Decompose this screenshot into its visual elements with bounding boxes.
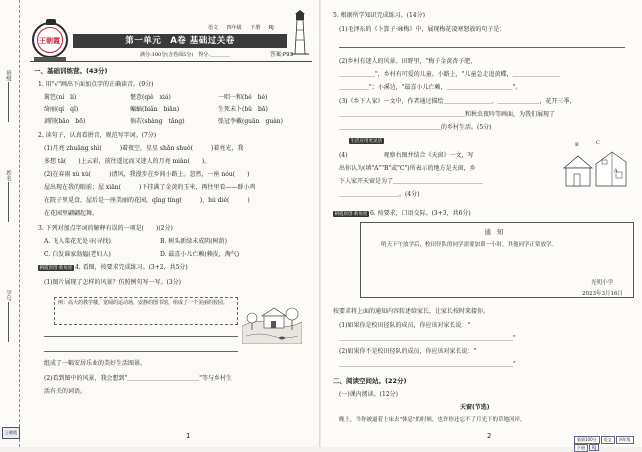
page-number: 1 <box>186 432 191 440</box>
footer-badges <box>573 436 642 452</box>
notice-body: 明天下午放学后，校田径队的同学需要加训一小时，其他同学正常放学。 <box>381 242 558 248</box>
q5-line <box>339 137 385 144</box>
house-label: C <box>596 140 600 146</box>
binding-strip <box>0 0 26 447</box>
notice-title: 通知 <box>484 228 510 236</box>
q6-line: 按要求将上面的通知内容转述给家长，让家长按时来接你。 <box>333 308 490 315</box>
binding-label-name: 姓名 <box>5 170 11 181</box>
binding-label-number: 学号 <box>5 290 11 301</box>
reading-title: 天窗(节选) <box>460 404 490 411</box>
q6-line: (1)如果你是校田径队的成员，你应该对家长说：" <box>339 322 471 329</box>
section-heading: 一、基础训练营。(43分) <box>34 67 108 75</box>
question-3-stem: 3. 下列对加点字词的解释有误的一项是( )(2分) <box>38 225 173 232</box>
question-tag: 朝霞原创·新角度 <box>39 266 73 271</box>
house-diagram <box>560 146 630 190</box>
footer-badge: 语文 <box>601 436 615 444</box>
q3-option: A. 飞入菜花无处寻(寻找) <box>44 238 111 245</box>
notice-date: 2023年3月16日 <box>582 291 623 297</box>
publisher-logo <box>32 22 68 58</box>
left-page <box>0 0 320 447</box>
graduation-cap-icon <box>46 19 56 25</box>
q6-stem-text: 6. 按要求，口语交际。(3+3，共6分) <box>369 210 471 217</box>
score-line: 满分:100分(含卷面5分) 得分:＿＿＿＿ <box>140 52 230 58</box>
binding-label-class: 班级 <box>5 70 11 81</box>
q5-line: ＿＿＿＿＿＿＿＿＿＿＿＿＿＿＿＿＿＿＿＿＿和秋虫夜吟等画面，为我们展现了 <box>339 111 556 118</box>
q5-line: ＿＿＿＿＿＿＿＿＿＿＿＿＿＿＿＿＿的乡村生活。(5分) <box>339 124 492 131</box>
house-label: A <box>614 168 618 174</box>
answer-line <box>339 47 625 48</box>
subject-tag: RJ <box>268 25 274 31</box>
page-number: 2 <box>487 432 492 440</box>
title-bar <box>73 34 287 48</box>
question-1-stem: 1. 用"√"画出下面加点字的正确读音。(9分) <box>38 81 154 88</box>
footer-badge: 猜猜100分 <box>574 436 600 444</box>
question-2-stem: 2. 读句子，认真看拼音，规范写字词。(7分) <box>38 132 157 139</box>
q4-line: (2)看到图中的风景，我会想到"＿＿＿＿＿＿＿＿＿＿＿＿"等与乡村生 <box>44 375 233 382</box>
village-illustration <box>242 296 302 344</box>
binding-line <box>8 182 9 222</box>
publisher-badge: 王朝霞 <box>2 427 20 439</box>
cut-line <box>19 0 20 447</box>
q3-option: D. 最喜小儿亡赖(赖皮，淘气) <box>160 251 240 258</box>
q6-line: ＿＿＿＿＿＿＿＿＿＿＿＿＿＿＿＿＿＿＿＿＿＿＿＿＿＿＿＿＿" <box>339 361 516 368</box>
q5-line: 出你认为(填"A""B"或"C")所表示的地方是天窗，乡 <box>339 165 476 172</box>
q6-line: (2)如果你不是校田径队的成员，你应该对家长说：" <box>339 348 477 355</box>
q6-line: ＿＿＿＿＿＿＿＿＿＿＿＿＿＿＿＿＿＿＿＿＿＿＿＿＿＿＿＿＿" <box>339 335 516 342</box>
house-label: B <box>575 142 579 148</box>
question-tag: 朝霞原创·新角度 <box>334 212 368 217</box>
q4-line: 组成了一幅安居乐业的美好生活图景。 <box>44 360 147 367</box>
q5-line: 下人家开天窗是为了＿＿＿＿＿＿＿＿＿＿＿＿＿＿＿ <box>339 178 484 185</box>
answer-line <box>44 351 238 352</box>
logo-text: 王朝霞 <box>39 37 60 45</box>
q3-option: B. 树头新绿未成阴(树荫) <box>160 238 227 245</box>
reading-body: 晚上，当你被逼着上床去"休息"的时候，也许你还忘不了月光下的草地河岸， <box>339 417 526 423</box>
q2-line: 在花园里翩翩起舞。 <box>44 210 99 217</box>
page-title: 第一单元 A卷 基础过关卷 <box>125 36 235 46</box>
q1-item: 倘若(shàng tǎng) <box>130 118 185 125</box>
q2-line: 在院子里觅食，屋后是一座美丽的花园，qīng tíng( )，hú dié( ) <box>44 197 250 204</box>
q2-line: (1)月亮 zhuāng shì( )着夜空，星星 shǎn shuò( )着亮光，我 <box>44 145 244 152</box>
q1-item: 张冠李戴(guān guàn) <box>218 118 283 125</box>
q2-line: 屋出现在我的眼前；屋 xiān( )下挂满了金黄的玉米，再往里看——群小鸡 <box>44 184 256 191</box>
footer-badge: RJ <box>589 444 599 451</box>
q4-line: (1)图片展现了怎样的风景？仿照例句写一写。(3分) <box>44 279 181 286</box>
q1-item: 蝙蝠(biān biǎn) <box>130 106 180 113</box>
notice-signature: 光明小学 <box>590 280 613 286</box>
q5-line: ＿＿＿＿＿"；小溪边，"最喜小儿亡赖，＿＿＿＿＿＿＿＿＿＿＿"。 <box>339 84 522 91</box>
q1-item: 篱笆(ní lí) <box>44 94 77 101</box>
footer-badge: 下册 <box>574 444 588 452</box>
footer-badge: 四年级 <box>616 436 634 444</box>
question-6-stem <box>333 208 471 217</box>
q5-line: (4) 观察右图并结合《天窗》一文，写 <box>339 152 474 159</box>
question-4-stem <box>38 262 188 271</box>
q1-item: 生死未卜(bǔ bǎ) <box>218 106 268 113</box>
q5-line: (3)《乡下人家》一文中，作者通过描绘＿＿＿＿＿＿＿＿、＿＿＿＿＿＿＿，花开三季， <box>339 98 576 105</box>
q2-line: 多想 tā( )上云彩，前往遥远而又迷人的月亮 miàn( )。 <box>44 158 211 165</box>
q1-item: 一唱一和(hé hè) <box>218 94 268 101</box>
q4-stem-text: 4. 看图，按要求完成练习。(3+2，共5分) <box>74 264 188 271</box>
reading-subheading: (一)课内阅读。(12分) <box>339 391 398 398</box>
header-rule <box>30 61 312 62</box>
question-tag: 生活应用更灵活 <box>350 139 382 144</box>
q1-item: 惬意(qiè xiá) <box>130 94 171 101</box>
q5-line: (1)毛泽东的《卜算子·咏梅》中，展现梅花凌寒怒放的句子是： <box>339 26 506 33</box>
q2-line: (2)在春雨 xù xù( )清风，我漫步在乡间小路上。忽然，一座 nóu( ) <box>44 171 250 178</box>
binding-line <box>8 82 9 122</box>
subject-tags <box>208 24 281 31</box>
q5-line: (2)乡村有迷人的风景。田野里，"梅子金黄杏子肥， <box>339 58 477 65</box>
subject-tag: 下册 <box>250 25 261 31</box>
subject-tag: 语文 <box>208 25 219 31</box>
q5-line: ＿＿＿＿＿＿"，乡村有可爱的儿童。小路上，"儿童急走追黄蝶，＿＿＿＿＿＿＿＿ <box>339 71 561 78</box>
question-5-stem: 5. 根据所学知识完成练习。(14分) <box>333 12 425 19</box>
subject-tag: 四年级 <box>226 25 242 31</box>
answer-reference: 答案:P93 <box>270 52 294 58</box>
binding-line <box>8 302 9 342</box>
q4-line: 活有关的词语。 <box>44 388 87 395</box>
q1-item: 绮丽(qí qǐ) <box>44 106 79 113</box>
q1-item: 剥削(bāo bō) <box>44 118 86 125</box>
q5-line: ＿＿＿＿＿＿＿＿＿＿。(4分) <box>339 191 420 198</box>
example-box: 例：高大的教学楼，宽阔的运动场，安静的图书馆，组成了一个美丽的校园。 <box>54 297 238 325</box>
notice-box <box>360 222 634 298</box>
section-heading: 二、阅读空间站。(22分) <box>333 377 407 385</box>
answer-line <box>44 336 238 337</box>
q3-option: C. 白发谁家翁媪(老妇人) <box>44 251 111 258</box>
